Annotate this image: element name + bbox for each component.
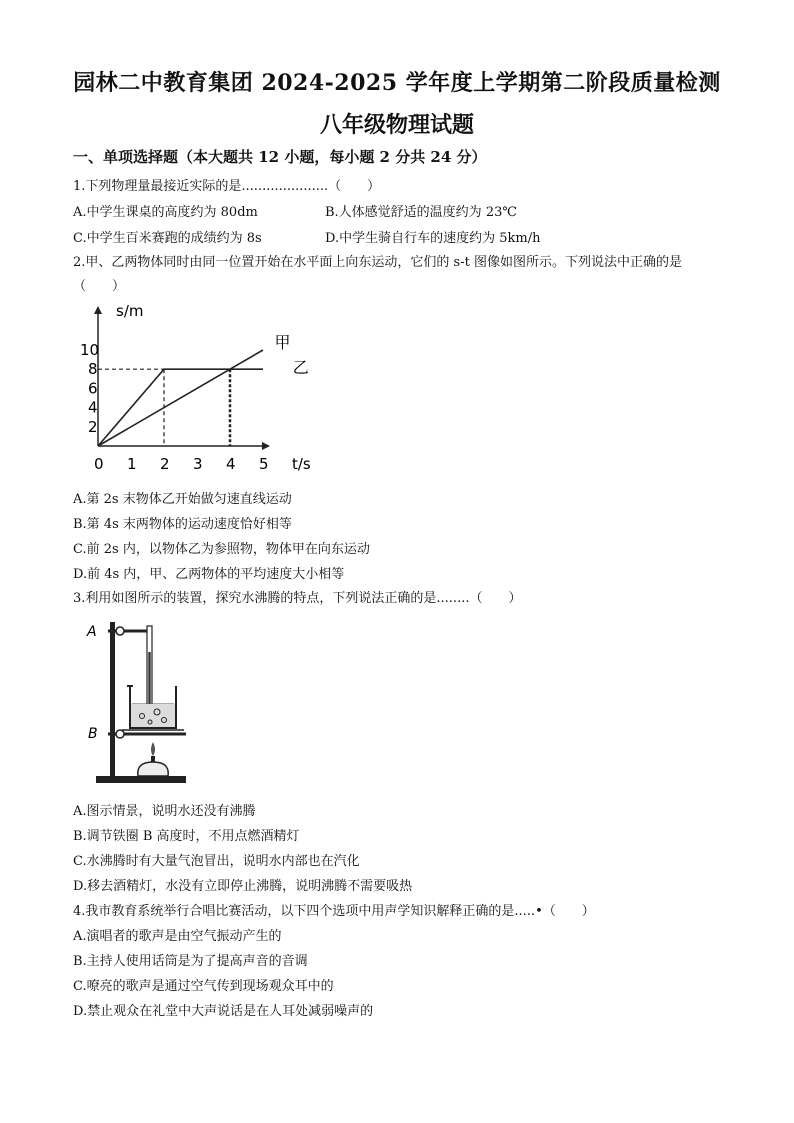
series-line-jia xyxy=(98,350,263,446)
q1-option-d: D.中学生骑自行车的速度约为 5km/h xyxy=(325,231,541,246)
q3-option-c: C.水沸腾时有大量气泡冒出，说明水内部也在汽化 xyxy=(73,854,360,869)
boiling-apparatus-figure xyxy=(80,612,200,792)
y-axis-arrow xyxy=(94,306,102,314)
x-tick-label: 1 xyxy=(127,455,137,473)
q4-option-b: B.主持人使用话筒是为了提高声音的音调 xyxy=(73,954,308,969)
exam-title: 园林二中教育集团 2024-2025 学年度上学期第二阶段质量检测 xyxy=(73,70,721,96)
q2-option-b: B.第 4s 末两物体的运动速度恰好相等 xyxy=(73,517,292,532)
series-label-jia: 甲 xyxy=(274,333,291,353)
label-b: B xyxy=(88,726,98,742)
q2-option-d: D.前 4s 内，甲、乙两物体的平均速度大小相等 xyxy=(73,567,345,582)
x-tick-label: 2 xyxy=(160,455,170,473)
exam-subtitle: 八年级物理试题 xyxy=(319,112,474,138)
s-t-graph xyxy=(80,300,330,480)
q4-option-d: D.禁止观众在礼堂中大声说话是在人耳处减弱噪声的 xyxy=(73,1004,374,1019)
q1-stem: 1.下列物理量最接近实际的是.....................（ ） xyxy=(73,179,381,194)
x-tick-label: 0 xyxy=(94,455,104,473)
x-axis-label: t/s xyxy=(292,455,311,473)
series-line-yi xyxy=(98,369,263,446)
flame xyxy=(151,742,155,756)
q2-option-a: A.第 2s 末物体乙开始做匀速直线运动 xyxy=(73,492,292,507)
y-tick-label: 8 xyxy=(88,360,98,379)
y-axis-label: s/m xyxy=(116,302,144,320)
section-heading: 一、单项选择题（本大题共 12 小题，每小题 2 分共 24 分） xyxy=(73,148,487,166)
q1-option-a: A.中学生课桌的高度约为 80dm xyxy=(73,205,258,220)
stand-base xyxy=(96,776,186,783)
y-tick-label: 10 xyxy=(80,341,100,359)
y-tick-label: 4 xyxy=(88,398,98,417)
x-tick-label: 5 xyxy=(259,455,269,473)
q3-option-a: A.图示情景，说明水还没有沸腾 xyxy=(73,804,256,819)
y-tick-label: 2 xyxy=(88,417,98,436)
q1-option-b: B.人体感觉舒适的温度约为 23℃ xyxy=(325,205,517,220)
alcohol-lamp xyxy=(138,762,168,776)
x-tick-label: 3 xyxy=(193,455,203,473)
q4-option-c: C.嘹亮的歌声是通过空气传到现场观众耳中的 xyxy=(73,979,334,994)
x-axis-arrow xyxy=(262,442,270,450)
q4-stem: 4.我市教育系统举行合唱比赛活动，以下四个选项中用声学知识解释正确的是.....•（ ） xyxy=(73,904,595,919)
q2-option-c: C.前 2s 内，以物体乙为参照物，物体甲在向东运动 xyxy=(73,542,370,557)
x-tick-label: 4 xyxy=(226,455,236,473)
q2-stem-cont: （ ） xyxy=(73,279,126,294)
q3-option-b: B.调节铁圈 B 高度时，不用点燃酒精灯 xyxy=(73,829,300,844)
label-a: A xyxy=(87,624,97,640)
y-tick-label: 6 xyxy=(88,379,98,398)
q4-option-a: A.演唱者的歌声是由空气振动产生的 xyxy=(73,929,282,944)
q3-stem: 3.利用如图所示的装置，探究水沸腾的特点，下列说法正确的是........（ ） xyxy=(73,591,522,606)
stand-rod xyxy=(110,622,115,780)
q1-option-c: C.中学生百米赛跑的成绩约为 8s xyxy=(73,231,262,246)
q2-stem: 2.甲、乙两物体同时由同一位置开始在水平面上向东运动，它们的 s-t 图像如图所示。下列说法中正确的是 xyxy=(73,255,682,270)
q3-option-d: D.移去酒精灯，水没有立即停止沸腾，说明沸腾不需要吸热 xyxy=(73,879,413,894)
series-label-yi: 乙 xyxy=(292,358,309,378)
